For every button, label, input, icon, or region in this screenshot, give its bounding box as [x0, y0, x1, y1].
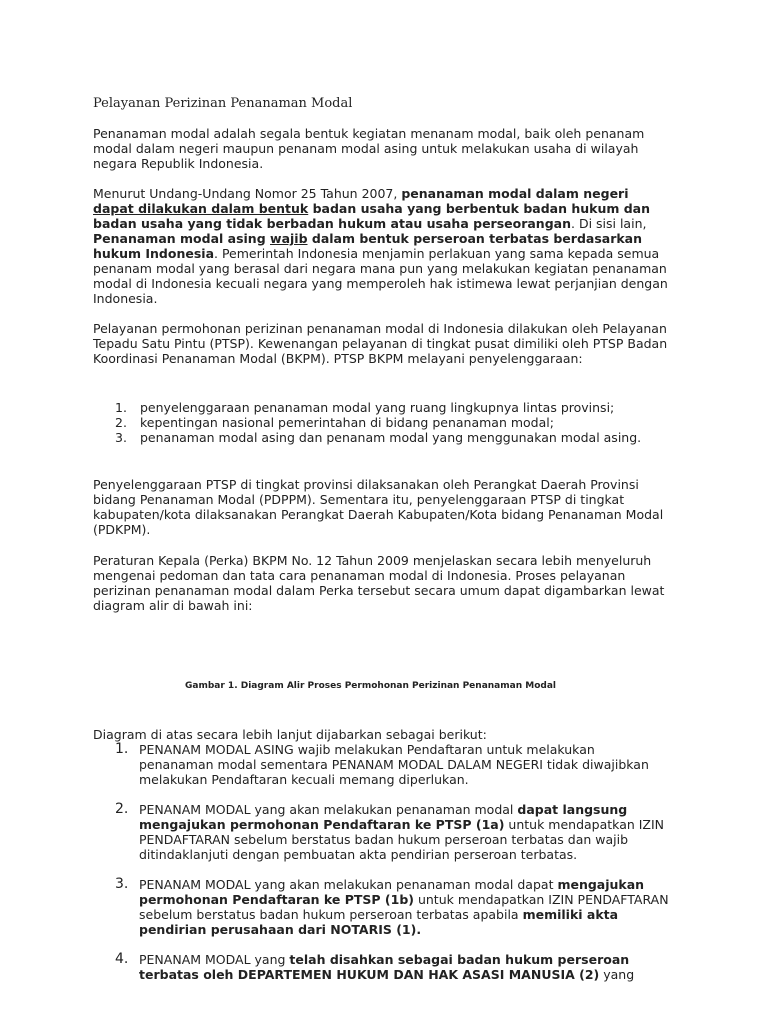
list-item [93, 952, 673, 982]
underlined-text: wajib [270, 231, 308, 246]
paragraph-intro: Penanaman modal adalah segala bentuk kegiatan menanam modal, baik oleh penanam modal dalam negeri maupun penanam modal asing untuk melakukan usaha di wilayah negara Republik Indonesia. [93, 126, 645, 171]
bold-text: badan usaha yang berbentuk badan hukum dan badan usaha yang tidak berbadan hukum atau usaha perseorangan [93, 201, 650, 231]
bold-text: telah disahkan sebagai badan hukum perseroan terbatas oleh DEPARTEMEN HUKUM DAN HAK ASASI MANUSIA (2) [139, 952, 630, 982]
list-item [93, 430, 673, 445]
list-item [93, 742, 673, 787]
text: untuk mendapatkan IZIN PENDAFTARAN sebelum berstatus badan hukum perseroan terbatas apabila [139, 892, 669, 922]
text: Menurut Undang-Undang Nomor 25 Tahun 2007, [93, 186, 402, 201]
text: untuk mendapatkan IZIN PENDAFTARAN sebelum berstatus badan hukum perseroan terbatas dan wajib ditindaklanjuti dengan pembuatan akta pendirian perseroan terbatas. [139, 817, 665, 862]
paragraph-diagram-intro: Diagram di atas secara lebih lanjut dijabarkan sebagai berikut: [93, 727, 487, 742]
text: PENANAM MODAL yang akan melakukan penanaman modal [139, 802, 518, 817]
services-list [93, 400, 673, 445]
list-text: penyelenggaraan penanaman modal yang ruang lingkupnya lintas provinsi; [140, 400, 615, 415]
text: PENANAM MODAL yang akan melakukan penanaman modal dapat [139, 877, 558, 892]
paragraph-perka: Peraturan Kepala (Perka) BKPM No. 12 Tahun 2009 menjelaskan secara lebih menyeluruh mengenai pedoman dan tata cara penanaman modal di Indonesia. Proses pelayanan perizinan penanaman modal dalam Perka tersebut secara umum dapat digambarkan lewat diagram alir di bawah ini: [93, 553, 665, 613]
list-number: 4. [115, 951, 129, 967]
bold-text: dapat langsung mengajukan permohonan Pendaftaran ke PTSP (1a) [139, 802, 628, 832]
paragraph-ptsp: Pelayanan permohonan perizinan penanaman modal di Indonesia dilakukan oleh Pelayanan Tepadu Satu Pintu (PTSP). Kewenangan pelayanan di tingkat pusat dimiliki oleh PTSP Badan Koordinasi Penanaman Modal (BKPM). PTSP BKPM melayani penyelenggaraan: [93, 321, 668, 366]
text: PENANAM MODAL yang [139, 952, 290, 967]
text: . Di sisi lain, [571, 216, 647, 231]
list-text: kepentingan nasional pemerintahan di bidang penanaman modal; [140, 415, 554, 430]
list-number: 2. [115, 415, 127, 430]
list-text: PENANAM MODAL ASING wajib melakukan Pendaftaran untuk melakukan penanaman modal sementara PENANAM MODAL DALAM NEGERI tidak diwajibkan melakukan Pendaftaran kecuali memang diperlukan. [139, 742, 649, 787]
bold-text: Penanaman modal asing [93, 231, 271, 246]
list-item [93, 400, 673, 415]
underlined-text: dapat dilakukan dalam bentuk [93, 201, 309, 216]
bold-text: penanaman modal dalam negeri [401, 186, 629, 201]
list-number: 1. [115, 400, 127, 415]
list-item [93, 802, 673, 862]
paragraph-law [93, 186, 673, 306]
list-item [93, 415, 673, 430]
list-number: 2. [115, 801, 129, 817]
list-number: 3. [115, 876, 129, 892]
list-item [93, 877, 673, 937]
list-number: 1. [115, 741, 129, 757]
list-number: 3. [115, 430, 127, 445]
document-title: Pelayanan Perizinan Penanaman Modal [93, 96, 353, 111]
bold-text: dalam bentuk perseroan terbatas berdasarkan hukum Indonesia [93, 231, 643, 261]
text: . Pemerintah Indonesia menjamin perlakuan yang sama kepada semua penanam modal yang berasal dari negara mana pun yang melakukan kegiatan penanaman modal di Indonesia kecuali negara yang memperoleh hak istimewa lewat perjanjian dengan Indonesia. [93, 246, 668, 306]
text: yang [599, 967, 635, 982]
bold-text: memiliki akta pendirian perusahaan dari NOTARIS (1). [139, 907, 619, 937]
diagram-steps-list [93, 742, 673, 997]
bold-text: mengajukan permohonan Pendaftaran ke PTSP (1b) [139, 877, 645, 907]
figure-caption: Gambar 1. Diagram Alir Proses Permohonan Perizinan Penanaman Modal [185, 681, 556, 691]
paragraph-province: Penyelenggaraan PTSP di tingkat provinsi dilaksanakan oleh Perangkat Daerah Provinsi bidang Penanaman Modal (PDPPM). Sementara itu, penyelenggaraan PTSP di tingkat kabupaten/kota dilaksanakan Perangkat Daerah Kabupaten/Kota bidang Penanaman Modal (PDKPM). [93, 477, 664, 537]
list-text: penanaman modal asing dan penanam modal yang menggunakan modal asing. [140, 430, 642, 445]
